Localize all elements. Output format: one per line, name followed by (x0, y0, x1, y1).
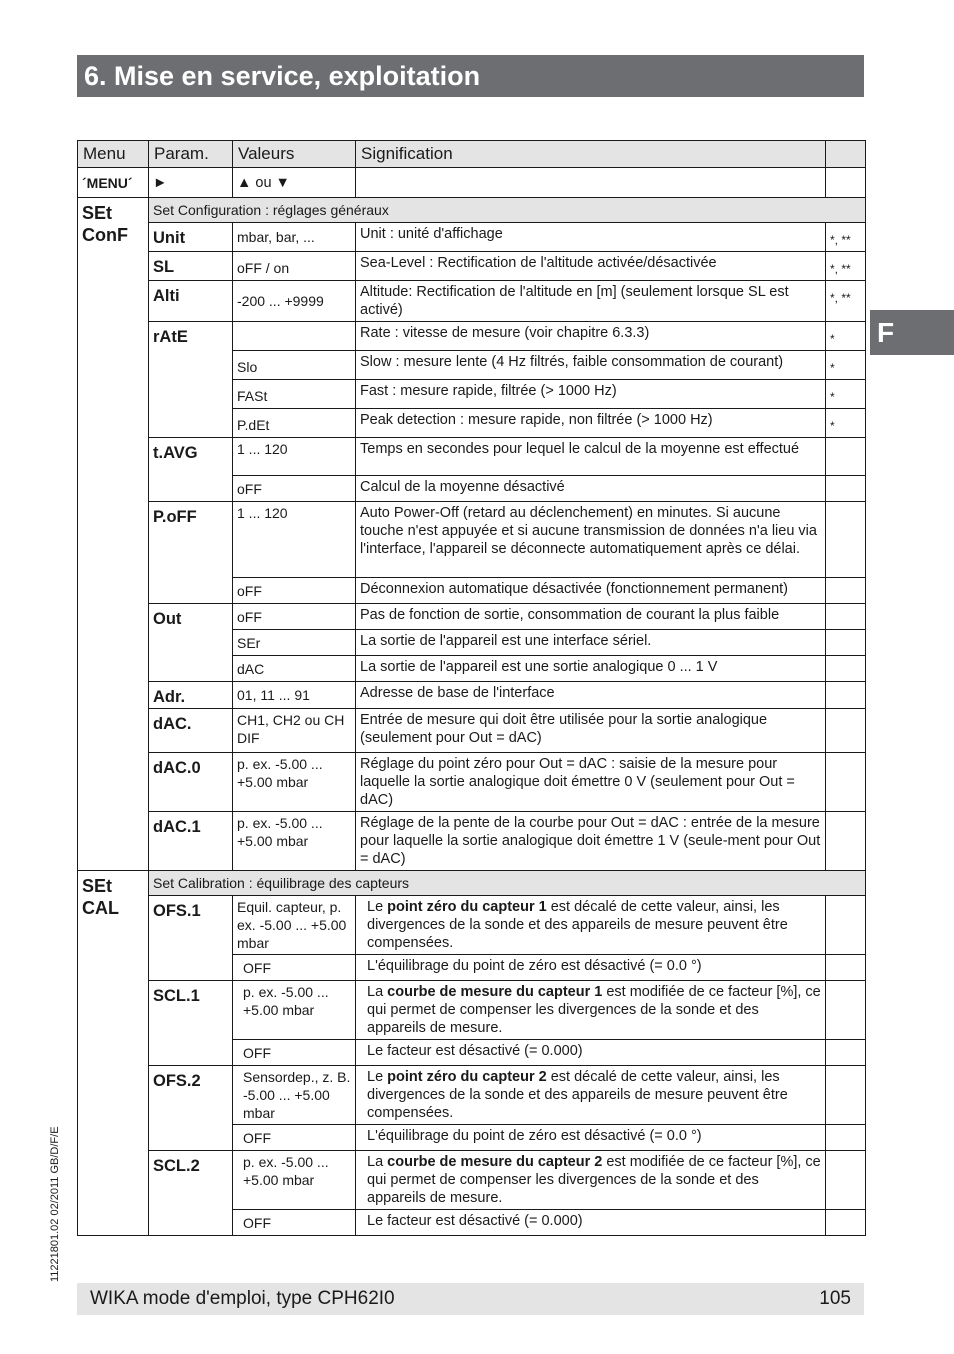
param-name: Adr. (149, 682, 233, 709)
param-value: Slo (233, 351, 356, 380)
table-row (78, 709, 866, 753)
param-value: 1 ... 120 (233, 438, 356, 476)
table-row (78, 281, 866, 322)
param-value: oFF (233, 604, 356, 630)
document-code: 11221801.02 02/2011 GB/D/F/E (49, 1126, 61, 1282)
table-row (78, 981, 866, 1040)
param-flag (826, 1125, 866, 1151)
table-row (78, 604, 866, 630)
signification-emphasis: courbe de mesure du capteur 2 (387, 1154, 603, 1170)
param-signification (356, 896, 826, 955)
param-flag: *, ** (826, 281, 866, 322)
param-value: oFF (233, 578, 356, 604)
param-value: 01, 11 ... 91 (233, 682, 356, 709)
param-flag (826, 476, 866, 502)
param-value: Sensordep., z. B. -5.00 ... +5.00 mbar (233, 1066, 356, 1125)
param-signification: L'équilibrage du point de zéro est désactivé (= 0.0 °) (356, 955, 826, 981)
param-flag (826, 709, 866, 753)
param-value: Equil. capteur, p. ex. -5.00 ... +5.00 mbar (233, 896, 356, 955)
table-row (78, 682, 866, 709)
table-row (78, 753, 866, 812)
param-value: OFF (233, 1125, 356, 1151)
param-flag: *, ** (826, 223, 866, 252)
section-row (78, 871, 866, 896)
param-flag (826, 656, 866, 682)
param-value: P.dEt (233, 409, 356, 438)
param-signification: Le facteur est désactivé (= 0.000) (356, 1040, 826, 1066)
signification-prefix: Le (367, 1069, 388, 1085)
signification-suffix: est modifiée de ce facteur [%], ce qui permet de compenser les divergences de la sonde et des appareils de mesure. (367, 984, 821, 1036)
param-name: t.AVG (149, 438, 233, 502)
param-signification: Réglage du point zéro pour Out = dAC : saisie de la mesure pour laquelle la sortie analogique doit émettre 0 V (seulement pour Out = dAC) (356, 753, 826, 812)
param-flag (826, 438, 866, 476)
header-flags (826, 141, 866, 168)
table-row (78, 896, 866, 955)
param-flag (826, 1040, 866, 1066)
param-flag (826, 1066, 866, 1125)
param-name: OFS.2 (149, 1066, 233, 1151)
param-name: SCL.1 (149, 981, 233, 1066)
param-value: FASt (233, 380, 356, 409)
param-name: dAC.0 (149, 753, 233, 812)
param-flag (826, 1210, 866, 1236)
param-name: SCL.2 (149, 1151, 233, 1236)
signification-suffix: est modifiée de ce facteur [%], ce qui permet de compenser les divergences de la sonde et des appareils de mesure. (367, 1154, 821, 1206)
param-flag: * (826, 322, 866, 351)
table-header-row (78, 141, 866, 168)
param-flag (826, 981, 866, 1040)
table-row (78, 438, 866, 476)
param-flag (826, 812, 866, 871)
param-signification: Sea-Level : Rectification de l'altitude activée/désactivée (356, 252, 826, 281)
signification-prefix: Le (367, 899, 388, 915)
param-signification: Auto Power-Off (retard au déclenchement) en minutes. Si aucune touche n'est appuyée et si aucune transmission de données n'a lieu via l'interface, l'appareil se déconnecte automatiquement après ce délai. (356, 502, 826, 578)
param-value: dAC (233, 656, 356, 682)
param-value: CH1, CH2 ou CH DIF (233, 709, 356, 753)
param-name: Alti (149, 281, 233, 322)
param-signification (356, 1066, 826, 1125)
param-signification: Peak detection : mesure rapide, non filtrée (> 1000 Hz) (356, 409, 826, 438)
param-name: SL (149, 252, 233, 281)
table-row (78, 502, 866, 578)
param-signification: Temps en secondes pour lequel le calcul de la moyenne est effectué (356, 438, 826, 476)
param-flag (826, 682, 866, 709)
menu-flag (826, 168, 866, 198)
section-description: Set Configuration : réglages généraux (149, 198, 866, 223)
param-signification: La sortie de l'appareil est une interface sériel. (356, 630, 826, 656)
param-value: OFF (233, 1210, 356, 1236)
param-value: -200 ... +9999 (233, 281, 356, 322)
header-menu: Menu (78, 141, 149, 168)
param-flag (826, 630, 866, 656)
param-signification (356, 981, 826, 1040)
menu-row (78, 168, 866, 198)
param-value (233, 322, 356, 351)
section-row (78, 198, 866, 223)
param-value: SEr (233, 630, 356, 656)
param-name: OFS.1 (149, 896, 233, 981)
param-flag: * (826, 380, 866, 409)
param-value: p. ex. -5.00 ... +5.00 mbar (233, 753, 356, 812)
section-description: Set Calibration : équilibrage des capteurs (149, 871, 866, 896)
menu-param-arrow-icon: ► (149, 168, 233, 198)
section-group-label: SEt CAL (78, 871, 149, 1236)
parameter-table-body (78, 141, 866, 1236)
signification-emphasis: point zéro du capteur 2 (387, 1069, 547, 1085)
param-flag: *, ** (826, 252, 866, 281)
param-signification: Entrée de mesure qui doit être utilisée pour la sortie analogique (seulement pour Out = dAC) (356, 709, 826, 753)
param-signification: L'équilibrage du point de zéro est désactivé (= 0.0 °) (356, 1125, 826, 1151)
param-flag (826, 753, 866, 812)
param-signification: Fast : mesure rapide, filtrée (> 1000 Hz) (356, 380, 826, 409)
language-tab: F (870, 310, 954, 355)
param-flag: * (826, 409, 866, 438)
header-param: Param. (149, 141, 233, 168)
header-signification: Signification (356, 141, 826, 168)
param-flag: * (826, 351, 866, 380)
param-flag (826, 604, 866, 630)
param-name: dAC.1 (149, 812, 233, 871)
header-values: Valeurs (233, 141, 356, 168)
param-name: dAC. (149, 709, 233, 753)
signification-emphasis: point zéro du capteur 1 (387, 899, 547, 915)
param-name: P.oFF (149, 502, 233, 604)
signification-prefix: La (367, 984, 388, 1000)
parameter-table (77, 140, 866, 1236)
param-signification: Le facteur est désactivé (= 0.000) (356, 1210, 826, 1236)
param-value: p. ex. -5.00 ... +5.00 mbar (233, 812, 356, 871)
param-name: Out (149, 604, 233, 682)
param-signification (356, 1151, 826, 1210)
param-name: Unit (149, 223, 233, 252)
page-footer (77, 1283, 864, 1315)
signification-prefix: La (367, 1154, 388, 1170)
param-flag (826, 896, 866, 955)
param-signification: Pas de fonction de sortie, consommation de courant la plus faible (356, 604, 826, 630)
param-signification: Calcul de la moyenne désactivé (356, 476, 826, 502)
signification-suffix: est décalé de cette valeur, ainsi, les divergences de la sonde et des appareils de mesure peuvent être compensées. (367, 1069, 788, 1121)
param-value: mbar, bar, ... (233, 223, 356, 252)
param-value: p. ex. -5.00 ... +5.00 mbar (233, 981, 356, 1040)
table-row (78, 252, 866, 281)
param-signification: Réglage de la pente de la courbe pour Out = dAC : entrée de la mesure pour laquelle la sortie analogique doit émettre 1 V (seule-ment pour Out = dAC) (356, 812, 826, 871)
param-signification: Slow : mesure lente (4 Hz filtrés, faible consommation de courant) (356, 351, 826, 380)
section-title: 6. Mise en service, exploitation (77, 55, 864, 97)
param-value: oFF / on (233, 252, 356, 281)
table-row (78, 223, 866, 252)
param-value: 1 ... 120 (233, 502, 356, 578)
param-signification: Déconnexion automatique désactivée (fonctionnement permanent) (356, 578, 826, 604)
param-flag (826, 578, 866, 604)
param-value: p. ex. -5.00 ... +5.00 mbar (233, 1151, 356, 1210)
footer-title: WIKA mode d'emploi, type CPH62I0 (90, 1288, 395, 1309)
param-flag (826, 1151, 866, 1210)
param-signification: La sortie de l'appareil est une sortie analogique 0 ... 1 V (356, 656, 826, 682)
param-signification: Rate : vitesse de mesure (voir chapitre 6.3.3) (356, 322, 826, 351)
table-row (78, 322, 866, 351)
param-value: OFF (233, 1040, 356, 1066)
menu-signification (356, 168, 826, 198)
signification-suffix: est décalé de cette valeur, ainsi, les divergences de la sonde et des appareils de mesure peuvent être compensées. (367, 899, 788, 951)
section-group-label: SEt ConF (78, 198, 149, 871)
param-flag (826, 502, 866, 578)
param-signification: Unit : unité d'affichage (356, 223, 826, 252)
param-signification: Altitude: Rectification de l'altitude en [m] (seulement lorsque SL est activé) (356, 281, 826, 322)
table-row (78, 812, 866, 871)
param-name: rAtE (149, 322, 233, 438)
param-value: oFF (233, 476, 356, 502)
signification-emphasis: courbe de mesure du capteur 1 (387, 984, 603, 1000)
param-value: OFF (233, 955, 356, 981)
menu-values-arrows: ▲ ou ▼ (233, 168, 356, 198)
page-number: 105 (819, 1288, 851, 1309)
table-row (78, 1151, 866, 1210)
param-signification: Adresse de base de l'interface (356, 682, 826, 709)
table-row (78, 1066, 866, 1125)
param-flag (826, 955, 866, 981)
menu-key: ´MENU´ (78, 168, 149, 198)
